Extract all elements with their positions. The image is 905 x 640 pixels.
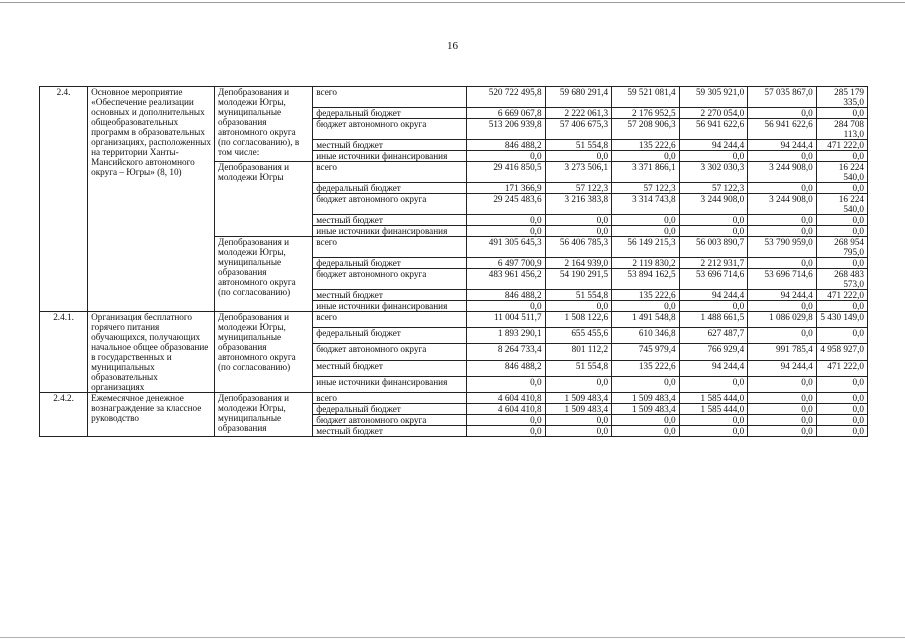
total-amount-cell: 846 488,2 [466, 360, 545, 376]
funding-source-cell: федеральный бюджет [313, 108, 467, 119]
funding-source-cell: федеральный бюджет [313, 258, 467, 269]
funding-source-cell: бюджет автономного округа [313, 415, 467, 426]
year-amount-cell: 53 696 714,6 [748, 269, 817, 290]
table-row [40, 312, 868, 328]
total-amount-cell: 8 264 733,4 [466, 344, 545, 360]
funding-source-cell: бюджет автономного округа [313, 194, 467, 215]
year-amount-cell: 16 224 540,0 [816, 194, 867, 215]
year-amount-cell: 991 785,4 [748, 344, 817, 360]
scan-top-edge [0, 2, 905, 3]
funding-source-cell: всего [313, 237, 467, 258]
year-amount-cell: 94 244,4 [748, 360, 817, 376]
event-name-cell: Организация бесплатного горячего питания обучающихся, получающих начальное общее образование в государственных и муниципальных образовательных организациях [88, 312, 215, 393]
year-amount-cell: 0,0 [816, 226, 867, 237]
year-amount-cell: 0,0 [816, 258, 867, 269]
year-amount-cell: 59 521 081,4 [612, 87, 680, 108]
year-amount-cell: 1 491 548,8 [612, 312, 680, 328]
year-amount-cell: 0,0 [816, 183, 867, 194]
year-amount-cell: 2 270 054,0 [679, 108, 748, 119]
year-amount-cell: 56 149 215,3 [612, 237, 680, 258]
funding-source-cell: федеральный бюджет [313, 404, 467, 415]
year-amount-cell: 57 122,3 [679, 183, 748, 194]
year-amount-cell: 471 222,0 [816, 140, 867, 151]
year-amount-cell: 655 455,6 [545, 328, 612, 344]
year-amount-cell: 0,0 [816, 404, 867, 415]
year-amount-cell: 1 086 029,8 [748, 312, 817, 328]
year-amount-cell: 56 941 622,6 [748, 119, 817, 140]
year-amount-cell: 135 222,6 [612, 140, 680, 151]
event-code-cell: 2.4.1. [40, 312, 88, 393]
event-name-cell: Основное мероприятие «Обеспечение реализации основных и дополнительных общеобразовательных программ в образовательных организациях, расположенных на территории Ханты-Мансийского автономного округа – Югры» (8, 10) [88, 87, 215, 312]
year-amount-cell: 0,0 [612, 215, 680, 226]
year-amount-cell: 54 190 291,5 [545, 269, 612, 290]
funding-source-cell: бюджет автономного округа [313, 119, 467, 140]
funding-source-cell: всего [313, 162, 467, 183]
year-amount-cell: 0,0 [816, 393, 867, 404]
year-amount-cell: 56 941 622,6 [679, 119, 748, 140]
year-amount-cell: 59 305 921,0 [679, 87, 748, 108]
year-amount-cell: 0,0 [748, 215, 817, 226]
executor-cell: Депобразования и молодежи Югры, муниципальные образования автономного округа (по согласованию) [215, 237, 313, 312]
year-amount-cell: 3 314 743,8 [612, 194, 680, 215]
year-amount-cell: 0,0 [816, 301, 867, 312]
year-amount-cell: 5 430 149,0 [816, 312, 867, 328]
year-amount-cell: 51 554,8 [545, 360, 612, 376]
year-amount-cell: 471 222,0 [816, 360, 867, 376]
total-amount-cell: 483 961 456,2 [466, 269, 545, 290]
total-amount-cell: 0,0 [466, 215, 545, 226]
year-amount-cell: 0,0 [545, 151, 612, 162]
year-amount-cell: 0,0 [816, 415, 867, 426]
funding-source-cell: иные источники финансирования [313, 301, 467, 312]
table-row [40, 393, 868, 404]
year-amount-cell: 57 035 867,0 [748, 87, 817, 108]
year-amount-cell: 2 222 061,3 [545, 108, 612, 119]
executor-cell: Депобразования и молодежи Югры, муниципальные образования [215, 393, 313, 437]
year-amount-cell: 51 554,8 [545, 290, 612, 301]
budget-table [39, 86, 868, 437]
year-amount-cell: 53 790 959,0 [748, 237, 817, 258]
funding-source-cell: местный бюджет [313, 215, 467, 226]
year-amount-cell: 627 487,7 [679, 328, 748, 344]
year-amount-cell: 94 244,4 [679, 360, 748, 376]
total-amount-cell: 513 206 939,8 [466, 119, 545, 140]
year-amount-cell: 135 222,6 [612, 290, 680, 301]
total-amount-cell: 29 245 483,6 [466, 194, 545, 215]
year-amount-cell: 94 244,4 [748, 140, 817, 151]
year-amount-cell: 3 273 506,1 [545, 162, 612, 183]
year-amount-cell: 56 003 890,7 [679, 237, 748, 258]
year-amount-cell: 0,0 [679, 151, 748, 162]
year-amount-cell: 53 696 714,6 [679, 269, 748, 290]
total-amount-cell: 846 488,2 [466, 140, 545, 151]
year-amount-cell: 1 508 122,6 [545, 312, 612, 328]
year-amount-cell: 745 979,4 [612, 344, 680, 360]
total-amount-cell: 6 497 700,9 [466, 258, 545, 269]
year-amount-cell: 0,0 [545, 301, 612, 312]
funding-source-cell: иные источники финансирования [313, 226, 467, 237]
year-amount-cell: 268 483 573,0 [816, 269, 867, 290]
year-amount-cell: 0,0 [748, 226, 817, 237]
year-amount-cell: 1 509 483,4 [545, 404, 612, 415]
funding-source-cell: федеральный бюджет [313, 328, 467, 344]
year-amount-cell: 0,0 [748, 426, 817, 437]
year-amount-cell: 766 929,4 [679, 344, 748, 360]
event-code-cell: 2.4.2. [40, 393, 88, 437]
scan-bottom-edge [0, 637, 905, 638]
funding-source-cell: всего [313, 393, 467, 404]
total-amount-cell: 4 604 410,8 [466, 393, 545, 404]
year-amount-cell: 57 122,3 [612, 183, 680, 194]
year-amount-cell: 0,0 [748, 404, 817, 415]
year-amount-cell: 0,0 [816, 151, 867, 162]
total-amount-cell: 0,0 [466, 415, 545, 426]
year-amount-cell: 0,0 [816, 426, 867, 437]
total-amount-cell: 846 488,2 [466, 290, 545, 301]
executor-cell: Депобразования и молодежи Югры, муниципальные образования автономного округа (по согласованию) [215, 312, 313, 393]
year-amount-cell: 3 216 383,8 [545, 194, 612, 215]
total-amount-cell: 0,0 [466, 151, 545, 162]
executor-cell: Депобразования и молодежи Югры [215, 162, 313, 237]
year-amount-cell: 2 212 931,7 [679, 258, 748, 269]
year-amount-cell: 2 119 830,2 [612, 258, 680, 269]
year-amount-cell: 471 222,0 [816, 290, 867, 301]
year-amount-cell: 0,0 [816, 108, 867, 119]
year-amount-cell: 0,0 [545, 226, 612, 237]
year-amount-cell: 4 958 927,0 [816, 344, 867, 360]
funding-source-cell: бюджет автономного округа [313, 344, 467, 360]
year-amount-cell: 1 509 483,4 [612, 404, 680, 415]
year-amount-cell: 801 112,2 [545, 344, 612, 360]
year-amount-cell: 51 554,8 [545, 140, 612, 151]
total-amount-cell: 0,0 [466, 426, 545, 437]
total-amount-cell: 6 669 067,8 [466, 108, 545, 119]
event-name-cell: Ежемесячное денежное вознаграждение за классное руководство [88, 393, 215, 437]
year-amount-cell: 0,0 [612, 226, 680, 237]
funding-source-cell: местный бюджет [313, 360, 467, 376]
year-amount-cell: 0,0 [816, 328, 867, 344]
total-amount-cell: 1 893 290,1 [466, 328, 545, 344]
funding-source-cell: всего [313, 87, 467, 108]
total-amount-cell: 0,0 [466, 301, 545, 312]
year-amount-cell: 2 164 939,0 [545, 258, 612, 269]
year-amount-cell: 3 371 866,1 [612, 162, 680, 183]
total-amount-cell: 171 366,9 [466, 183, 545, 194]
year-amount-cell: 3 244 908,0 [748, 194, 817, 215]
year-amount-cell: 94 244,4 [679, 290, 748, 301]
year-amount-cell: 0,0 [748, 415, 817, 426]
year-amount-cell: 284 708 113,0 [816, 119, 867, 140]
year-amount-cell: 1 585 444,0 [679, 393, 748, 404]
year-amount-cell: 2 176 952,5 [612, 108, 680, 119]
year-amount-cell: 0,0 [679, 426, 748, 437]
funding-source-cell: иные источники финансирования [313, 151, 467, 162]
year-amount-cell: 3 244 908,0 [679, 194, 748, 215]
year-amount-cell: 610 346,8 [612, 328, 680, 344]
total-amount-cell: 4 604 410,8 [466, 404, 545, 415]
year-amount-cell: 0,0 [816, 215, 867, 226]
year-amount-cell: 57 406 675,3 [545, 119, 612, 140]
year-amount-cell: 53 894 162,5 [612, 269, 680, 290]
year-amount-cell: 0,0 [545, 215, 612, 226]
year-amount-cell: 0,0 [748, 376, 817, 392]
year-amount-cell: 0,0 [748, 108, 817, 119]
total-amount-cell: 29 416 850,5 [466, 162, 545, 183]
funding-source-cell: местный бюджет [313, 426, 467, 437]
year-amount-cell: 57 208 906,3 [612, 119, 680, 140]
year-amount-cell: 94 244,4 [748, 290, 817, 301]
total-amount-cell: 491 305 645,3 [466, 237, 545, 258]
year-amount-cell: 0,0 [545, 415, 612, 426]
year-amount-cell: 285 179 335,0 [816, 87, 867, 108]
year-amount-cell: 0,0 [612, 415, 680, 426]
year-amount-cell: 59 680 291,4 [545, 87, 612, 108]
funding-source-cell: местный бюджет [313, 140, 467, 151]
year-amount-cell: 0,0 [612, 151, 680, 162]
funding-source-cell: федеральный бюджет [313, 183, 467, 194]
year-amount-cell: 0,0 [612, 376, 680, 392]
year-amount-cell: 1 488 661,5 [679, 312, 748, 328]
year-amount-cell: 0,0 [748, 301, 817, 312]
total-amount-cell: 11 004 511,7 [466, 312, 545, 328]
year-amount-cell: 1 509 483,4 [612, 393, 680, 404]
year-amount-cell: 0,0 [679, 376, 748, 392]
year-amount-cell: 0,0 [612, 301, 680, 312]
year-amount-cell: 0,0 [748, 258, 817, 269]
funding-source-cell: местный бюджет [313, 290, 467, 301]
year-amount-cell: 0,0 [816, 376, 867, 392]
year-amount-cell: 0,0 [612, 426, 680, 437]
table-row [40, 87, 868, 108]
year-amount-cell: 0,0 [679, 415, 748, 426]
year-amount-cell: 0,0 [748, 151, 817, 162]
year-amount-cell: 94 244,4 [679, 140, 748, 151]
year-amount-cell: 1 585 444,0 [679, 404, 748, 415]
year-amount-cell: 0,0 [679, 301, 748, 312]
year-amount-cell: 16 224 540,0 [816, 162, 867, 183]
year-amount-cell: 268 954 795,0 [816, 237, 867, 258]
year-amount-cell: 0,0 [748, 328, 817, 344]
page-number: 16 [447, 40, 458, 52]
funding-source-cell: иные источники финансирования [313, 376, 467, 392]
year-amount-cell: 0,0 [545, 426, 612, 437]
total-amount-cell: 0,0 [466, 376, 545, 392]
year-amount-cell: 135 222,6 [612, 360, 680, 376]
year-amount-cell: 1 509 483,4 [545, 393, 612, 404]
year-amount-cell: 3 302 030,3 [679, 162, 748, 183]
year-amount-cell: 0,0 [545, 376, 612, 392]
year-amount-cell: 0,0 [748, 183, 817, 194]
event-code-cell: 2.4. [40, 87, 88, 312]
year-amount-cell: 0,0 [748, 393, 817, 404]
year-amount-cell: 56 406 785,3 [545, 237, 612, 258]
year-amount-cell: 3 244 908,0 [748, 162, 817, 183]
year-amount-cell: 57 122,3 [545, 183, 612, 194]
year-amount-cell: 0,0 [679, 215, 748, 226]
total-amount-cell: 520 722 495,8 [466, 87, 545, 108]
year-amount-cell: 0,0 [679, 226, 748, 237]
total-amount-cell: 0,0 [466, 226, 545, 237]
executor-cell: Депобразования и молодежи Югры, муниципальные образования автономного округа (по согласованию), в том числе: [215, 87, 313, 162]
funding-source-cell: бюджет автономного округа [313, 269, 467, 290]
funding-source-cell: всего [313, 312, 467, 328]
